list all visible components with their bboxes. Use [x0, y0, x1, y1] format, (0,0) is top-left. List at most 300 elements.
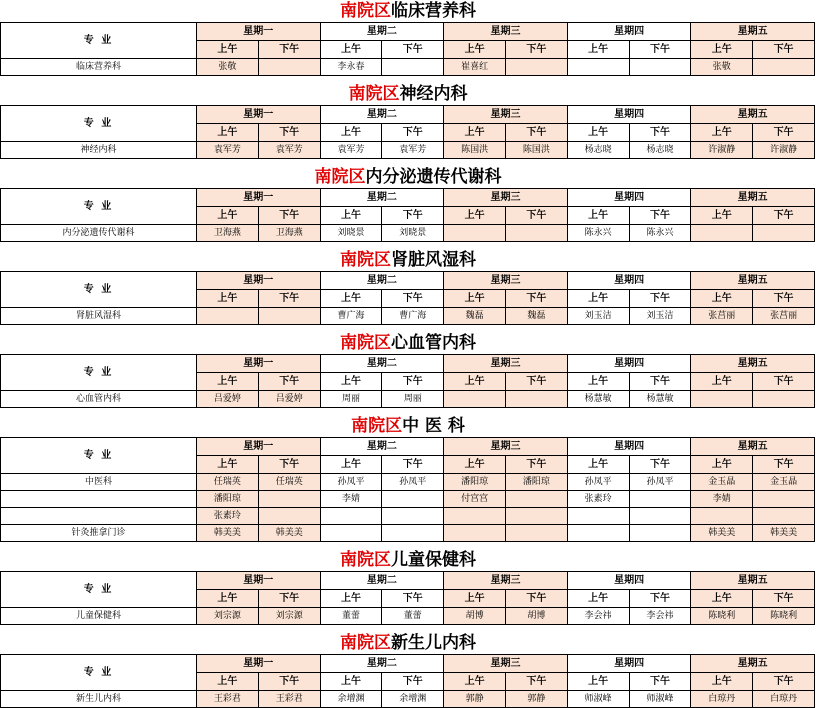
half-day-header: 下午	[629, 290, 691, 308]
table-row	[1, 308, 815, 325]
day-header: 星期二	[320, 23, 444, 41]
campus-label: 南院区	[340, 250, 391, 270]
day-header: 星期五	[691, 572, 815, 590]
half-day-header: 下午	[258, 124, 320, 142]
half-day-header: 上午	[444, 673, 506, 691]
half-day-header: 上午	[320, 456, 382, 474]
doctor-cell	[320, 508, 382, 525]
doctor-cell	[629, 525, 691, 542]
department-cell	[1, 491, 197, 508]
half-day-header: 上午	[567, 373, 629, 391]
doctor-cell: 刘玉洁	[629, 308, 691, 325]
day-header-row	[1, 572, 815, 590]
half-day-header: 上午	[691, 41, 753, 59]
doctor-cell	[691, 225, 753, 242]
doctor-cell: 孙凤平	[629, 474, 691, 491]
specialty-header: 专 业	[1, 655, 197, 691]
doctor-cell: 刘玉洁	[567, 308, 629, 325]
department-cell: 临床营养科	[1, 59, 197, 76]
doctor-cell: 王彩君	[197, 691, 259, 708]
half-day-header: 下午	[258, 456, 320, 474]
doctor-cell: 任瑞英	[258, 474, 320, 491]
day-header: 星期三	[444, 655, 568, 673]
doctor-cell: 陈永兴	[629, 225, 691, 242]
doctor-cell: 张敬	[691, 59, 753, 76]
day-header: 星期四	[567, 106, 691, 124]
half-day-header: 上午	[691, 124, 753, 142]
day-header: 星期三	[444, 272, 568, 290]
doctor-cell	[505, 391, 567, 408]
half-day-header: 下午	[258, 207, 320, 225]
day-header: 星期五	[691, 106, 815, 124]
day-header: 星期四	[567, 655, 691, 673]
doctor-cell: 孙凤平	[320, 474, 382, 491]
half-day-header: 上午	[567, 673, 629, 691]
day-header: 星期一	[197, 23, 321, 41]
day-header: 星期三	[444, 189, 568, 207]
half-day-header: 上午	[567, 290, 629, 308]
doctor-cell: 白琼丹	[753, 691, 815, 708]
half-day-header: 上午	[691, 590, 753, 608]
doctor-cell: 袁军芳	[320, 142, 382, 159]
doctor-cell: 师淑峰	[629, 691, 691, 708]
half-day-header: 下午	[505, 590, 567, 608]
doctor-cell	[505, 491, 567, 508]
day-header: 星期二	[320, 438, 444, 456]
doctor-cell: 袁军芳	[382, 142, 444, 159]
doctor-cell: 杨志晓	[629, 142, 691, 159]
half-day-header: 上午	[567, 124, 629, 142]
day-header: 星期三	[444, 23, 568, 41]
doctor-cell: 付宫宫	[444, 491, 506, 508]
doctor-cell: 袁军芳	[258, 142, 320, 159]
doctor-cell	[505, 508, 567, 525]
department-cell	[1, 508, 197, 525]
department-title: 中 医 科	[402, 416, 465, 436]
half-day-header: 下午	[505, 41, 567, 59]
half-day-header: 上午	[691, 207, 753, 225]
campus-label: 南院区	[340, 633, 391, 653]
day-header-row	[1, 106, 815, 124]
doctor-cell	[444, 225, 506, 242]
half-day-header: 上午	[444, 290, 506, 308]
doctor-cell: 曹广海	[382, 308, 444, 325]
doctor-cell: 金玉晶	[691, 474, 753, 491]
doctor-cell: 潘阳琼	[197, 491, 259, 508]
half-day-header: 下午	[753, 290, 815, 308]
day-header: 星期二	[320, 106, 444, 124]
doctor-cell	[382, 525, 444, 542]
doctor-cell	[753, 508, 815, 525]
half-day-header: 上午	[444, 124, 506, 142]
doctor-cell: 许淑静	[691, 142, 753, 159]
campus-label: 南院区	[340, 333, 391, 353]
half-day-header: 上午	[320, 290, 382, 308]
day-header-row	[1, 438, 815, 456]
half-day-header: 上午	[197, 456, 259, 474]
day-header-row	[1, 189, 815, 207]
day-header: 星期二	[320, 189, 444, 207]
table-row	[1, 142, 815, 159]
table-row	[1, 391, 815, 408]
doctor-cell: 刘晓景	[320, 225, 382, 242]
doctor-cell	[382, 508, 444, 525]
day-header: 星期一	[197, 189, 321, 207]
department-title: 肾脏风湿科	[391, 250, 476, 270]
doctor-cell: 张莒丽	[691, 308, 753, 325]
half-day-header: 下午	[629, 373, 691, 391]
day-header: 星期四	[567, 272, 691, 290]
day-header-row	[1, 272, 815, 290]
half-day-header: 上午	[197, 590, 259, 608]
half-day-header: 上午	[567, 207, 629, 225]
half-day-header: 下午	[382, 456, 444, 474]
department-cell: 肾脏风湿科	[1, 308, 197, 325]
doctor-cell: 袁军芳	[197, 142, 259, 159]
half-day-header: 下午	[258, 673, 320, 691]
specialty-header: 专 业	[1, 355, 197, 391]
doctor-cell: 金玉晶	[753, 474, 815, 491]
half-day-header: 下午	[258, 41, 320, 59]
half-day-header: 下午	[505, 207, 567, 225]
doctor-cell: 刘晓景	[382, 225, 444, 242]
doctor-cell: 许淑静	[753, 142, 815, 159]
table-row	[1, 691, 815, 708]
doctor-cell: 郭静	[444, 691, 506, 708]
doctor-cell: 陈晓利	[691, 608, 753, 625]
half-day-header: 下午	[505, 124, 567, 142]
doctor-cell: 周丽	[320, 391, 382, 408]
doctor-cell	[691, 391, 753, 408]
campus-label: 南院区	[351, 416, 403, 436]
table-row	[1, 508, 815, 525]
schedule-table	[0, 437, 815, 542]
schedule-table	[0, 654, 815, 708]
doctor-cell: 魏磊	[505, 308, 567, 325]
doctor-cell: 杨慧敏	[567, 391, 629, 408]
doctor-cell: 胡博	[444, 608, 506, 625]
half-day-header: 上午	[567, 456, 629, 474]
department-cell: 儿童保健科	[1, 608, 197, 625]
section-title	[0, 632, 816, 654]
day-header: 星期二	[320, 655, 444, 673]
table-row	[1, 525, 815, 542]
specialty-header: 专 业	[1, 23, 197, 59]
doctor-cell: 杨慧敏	[629, 391, 691, 408]
half-day-header: 下午	[629, 41, 691, 59]
half-day-header: 下午	[505, 456, 567, 474]
half-day-header: 上午	[444, 41, 506, 59]
department-cell: 新生儿内科	[1, 691, 197, 708]
doctor-cell	[753, 225, 815, 242]
half-day-header: 下午	[505, 290, 567, 308]
half-day-header: 上午	[320, 373, 382, 391]
doctor-cell	[629, 508, 691, 525]
half-day-header: 下午	[629, 456, 691, 474]
doctor-cell: 董蕾	[382, 608, 444, 625]
doctor-cell	[382, 59, 444, 76]
doctor-cell: 王彩君	[258, 691, 320, 708]
department-cell: 内分泌遗传代谢科	[1, 225, 197, 242]
half-day-header: 下午	[753, 673, 815, 691]
doctor-cell	[629, 59, 691, 76]
doctor-cell: 余增渊	[320, 691, 382, 708]
day-header: 星期五	[691, 655, 815, 673]
section-title	[0, 0, 816, 22]
table-row	[1, 608, 815, 625]
half-day-header: 下午	[382, 290, 444, 308]
doctor-cell: 张敬	[197, 59, 259, 76]
doctor-cell: 杨志晓	[567, 142, 629, 159]
half-day-header: 上午	[197, 207, 259, 225]
half-day-header: 上午	[197, 290, 259, 308]
half-day-header: 上午	[197, 673, 259, 691]
half-day-header: 下午	[382, 207, 444, 225]
day-header: 星期一	[197, 438, 321, 456]
half-day-header: 下午	[753, 207, 815, 225]
half-day-header: 下午	[382, 124, 444, 142]
doctor-cell: 卫海燕	[258, 225, 320, 242]
specialty-header: 专 业	[1, 106, 197, 142]
day-header: 星期四	[567, 438, 691, 456]
doctor-cell	[753, 491, 815, 508]
half-day-header: 上午	[444, 456, 506, 474]
half-day-header: 下午	[753, 41, 815, 59]
doctor-cell: 任瑞英	[197, 474, 259, 491]
doctor-cell: 李婧	[691, 491, 753, 508]
doctor-cell: 董蕾	[320, 608, 382, 625]
schedule-table	[0, 354, 815, 408]
day-header: 星期二	[320, 272, 444, 290]
doctor-cell	[505, 59, 567, 76]
half-day-header: 下午	[382, 373, 444, 391]
doctor-cell: 张素玲	[197, 508, 259, 525]
section-title	[0, 332, 816, 354]
doctor-cell: 周丽	[382, 391, 444, 408]
day-header: 星期三	[444, 355, 568, 373]
doctor-cell: 张素玲	[567, 491, 629, 508]
doctor-cell	[258, 491, 320, 508]
half-day-header: 下午	[258, 373, 320, 391]
doctor-cell: 韩美美	[753, 525, 815, 542]
day-header-row	[1, 655, 815, 673]
section-title	[0, 549, 816, 571]
doctor-cell: 孙凤平	[382, 474, 444, 491]
doctor-cell	[444, 525, 506, 542]
half-day-header: 上午	[320, 41, 382, 59]
doctor-cell: 李婧	[320, 491, 382, 508]
doctor-cell	[753, 59, 815, 76]
doctor-cell	[505, 225, 567, 242]
half-day-header: 上午	[691, 673, 753, 691]
doctor-cell: 刘宗源	[197, 608, 259, 625]
half-day-header: 下午	[505, 673, 567, 691]
half-day-header: 下午	[629, 673, 691, 691]
doctor-cell	[258, 59, 320, 76]
half-day-header: 上午	[320, 124, 382, 142]
day-header: 星期四	[567, 355, 691, 373]
section-title	[0, 415, 816, 437]
doctor-cell: 白琼丹	[691, 691, 753, 708]
doctor-cell	[320, 525, 382, 542]
day-header: 星期四	[567, 23, 691, 41]
campus-label: 南院区	[348, 84, 400, 104]
half-day-header: 下午	[382, 590, 444, 608]
day-header: 星期三	[444, 438, 568, 456]
schedule-table	[0, 571, 815, 625]
doctor-cell	[505, 525, 567, 542]
day-header: 星期二	[320, 355, 444, 373]
half-day-header: 下午	[629, 590, 691, 608]
schedule-table	[0, 271, 815, 325]
doctor-cell: 韩美美	[197, 525, 259, 542]
specialty-header: 专 业	[1, 272, 197, 308]
department-title: 心血管内科	[391, 333, 476, 353]
half-day-header: 上午	[567, 590, 629, 608]
half-day-header: 上午	[691, 290, 753, 308]
campus-label: 南院区	[314, 167, 366, 187]
day-header-row	[1, 23, 815, 41]
half-day-header: 下午	[258, 590, 320, 608]
department-cell: 针灸推拿门诊	[1, 525, 197, 542]
doctor-cell	[258, 308, 320, 325]
doctor-cell: 陈永兴	[567, 225, 629, 242]
day-header: 星期四	[567, 189, 691, 207]
day-header: 星期一	[197, 106, 321, 124]
day-header: 星期一	[197, 272, 321, 290]
doctor-cell: 曹广海	[320, 308, 382, 325]
doctor-cell: 师淑峰	[567, 691, 629, 708]
day-header: 星期二	[320, 572, 444, 590]
department-title: 神经内科	[399, 84, 468, 104]
half-day-header: 下午	[258, 290, 320, 308]
department-title: 临床营养科	[391, 1, 476, 21]
doctor-cell	[567, 508, 629, 525]
campus-label: 南院区	[340, 1, 391, 21]
doctor-cell: 魏磊	[444, 308, 506, 325]
schedule-table	[0, 22, 815, 76]
table-row	[1, 491, 815, 508]
specialty-header: 专 业	[1, 572, 197, 608]
half-day-header: 下午	[753, 124, 815, 142]
half-day-header: 下午	[382, 41, 444, 59]
doctor-cell	[691, 508, 753, 525]
schedule-table	[0, 105, 815, 159]
day-header: 星期五	[691, 272, 815, 290]
doctor-cell	[567, 59, 629, 76]
half-day-header: 上午	[197, 41, 259, 59]
department-title: 内分泌遗传代谢科	[365, 167, 502, 187]
department-cell: 心血管内科	[1, 391, 197, 408]
doctor-cell: 余增渊	[382, 691, 444, 708]
specialty-header: 专 业	[1, 438, 197, 474]
half-day-header: 上午	[197, 124, 259, 142]
doctor-cell: 卫海燕	[197, 225, 259, 242]
half-day-header: 上午	[691, 456, 753, 474]
day-header: 星期五	[691, 355, 815, 373]
section-title	[0, 166, 816, 188]
doctor-cell: 郭静	[505, 691, 567, 708]
doctor-cell	[444, 391, 506, 408]
day-header: 星期一	[197, 355, 321, 373]
department-cell: 神经内科	[1, 142, 197, 159]
doctor-cell	[444, 508, 506, 525]
doctor-cell: 张莒丽	[753, 308, 815, 325]
doctor-cell: 吕爱婷	[258, 391, 320, 408]
day-header: 星期五	[691, 438, 815, 456]
doctor-cell: 李永春	[320, 59, 382, 76]
half-day-header: 下午	[505, 373, 567, 391]
day-header-row	[1, 355, 815, 373]
half-day-header: 上午	[320, 207, 382, 225]
specialty-header: 专 业	[1, 189, 197, 225]
doctor-cell: 吕爱婷	[197, 391, 259, 408]
section-title	[0, 83, 816, 105]
doctor-cell: 陈国洪	[444, 142, 506, 159]
half-day-header: 下午	[382, 673, 444, 691]
department-title: 新生儿内科	[391, 633, 476, 653]
day-header: 星期五	[691, 189, 815, 207]
doctor-cell: 陈晓利	[753, 608, 815, 625]
department-cell: 中医科	[1, 474, 197, 491]
department-title: 儿童保健科	[391, 550, 476, 570]
half-day-header: 上午	[567, 41, 629, 59]
doctor-cell: 胡博	[505, 608, 567, 625]
doctor-cell: 李会祎	[629, 608, 691, 625]
section-title	[0, 249, 816, 271]
half-day-header: 上午	[197, 373, 259, 391]
day-header: 星期一	[197, 572, 321, 590]
doctor-cell: 潘阳琼	[505, 474, 567, 491]
half-day-header: 下午	[753, 456, 815, 474]
half-day-header: 下午	[753, 590, 815, 608]
table-row	[1, 474, 815, 491]
schedule-table	[0, 188, 815, 242]
half-day-header: 上午	[691, 373, 753, 391]
half-day-header: 上午	[320, 673, 382, 691]
day-header: 星期五	[691, 23, 815, 41]
doctor-cell	[753, 391, 815, 408]
doctor-cell	[629, 491, 691, 508]
doctor-cell: 孙凤平	[567, 474, 629, 491]
doctor-cell: 刘宗源	[258, 608, 320, 625]
half-day-header: 下午	[753, 373, 815, 391]
half-day-header: 上午	[444, 590, 506, 608]
doctor-cell: 潘阳琼	[444, 474, 506, 491]
doctor-cell: 陈国洪	[505, 142, 567, 159]
doctor-cell: 崔喜红	[444, 59, 506, 76]
day-header: 星期三	[444, 106, 568, 124]
half-day-header: 上午	[444, 373, 506, 391]
doctor-cell	[258, 508, 320, 525]
half-day-header: 下午	[629, 124, 691, 142]
half-day-header: 上午	[444, 207, 506, 225]
doctor-cell: 韩美美	[691, 525, 753, 542]
table-row	[1, 225, 815, 242]
half-day-header: 下午	[629, 207, 691, 225]
doctor-cell	[567, 525, 629, 542]
campus-label: 南院区	[340, 550, 391, 570]
doctor-cell: 李会祎	[567, 608, 629, 625]
day-header: 星期四	[567, 572, 691, 590]
doctor-cell	[382, 491, 444, 508]
half-day-header: 上午	[320, 590, 382, 608]
doctor-cell	[197, 308, 259, 325]
day-header: 星期三	[444, 572, 568, 590]
day-header: 星期一	[197, 655, 321, 673]
doctor-cell: 韩美美	[258, 525, 320, 542]
table-row	[1, 59, 815, 76]
